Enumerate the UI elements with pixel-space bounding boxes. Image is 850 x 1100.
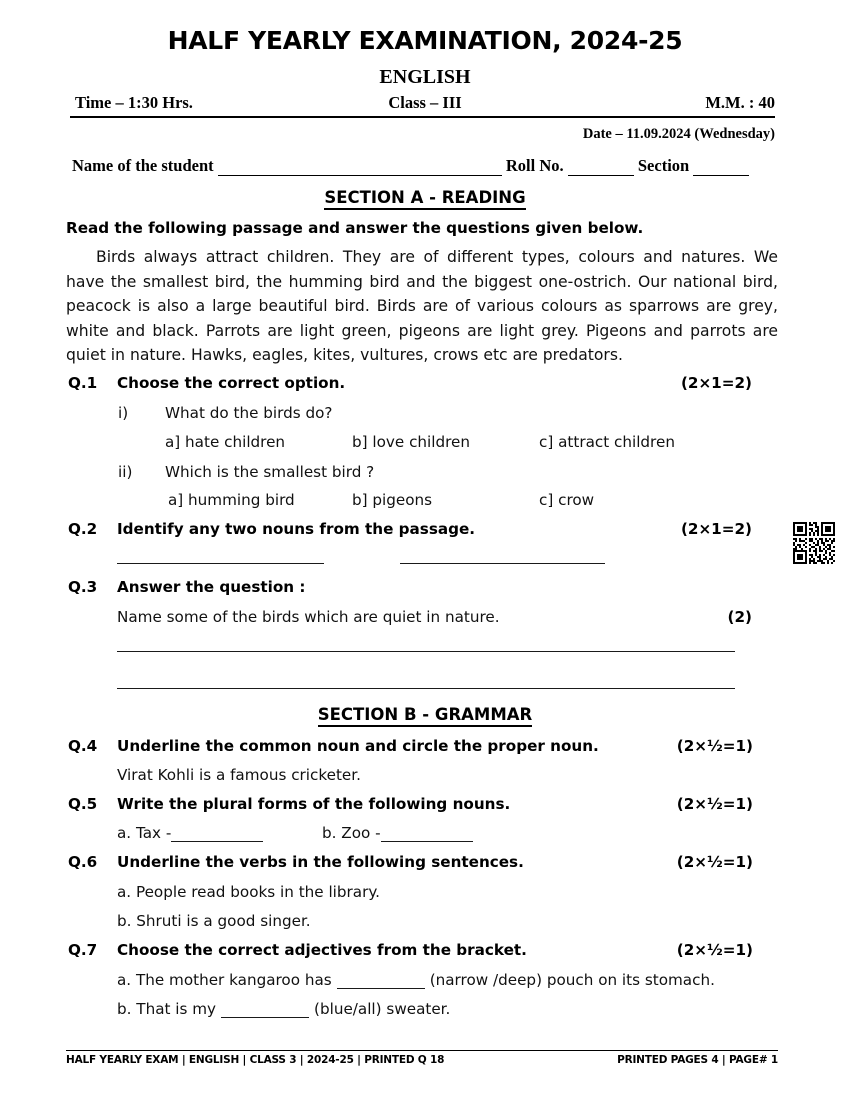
footer-divider bbox=[66, 1050, 778, 1051]
question-5-item-b-label: b. Zoo - bbox=[322, 824, 381, 842]
roll-no-label: Roll No. bbox=[505, 156, 564, 175]
student-name-field[interactable] bbox=[218, 160, 502, 176]
question-4-number: Q.4 bbox=[68, 737, 98, 755]
exam-meta-row bbox=[75, 93, 775, 113]
exam-time: Time – 1:30 Hrs. bbox=[75, 93, 193, 112]
qr-code bbox=[793, 522, 835, 564]
header-divider bbox=[70, 116, 775, 118]
subject-title: ENGLISH bbox=[379, 66, 471, 88]
question-3-marks: (2) bbox=[727, 608, 752, 626]
question-3-answer-blank-2[interactable] bbox=[117, 688, 735, 689]
question-1-marks: (2×1=2) bbox=[680, 374, 752, 392]
exam-class: Class – III bbox=[388, 93, 462, 112]
question-5-item-b bbox=[322, 824, 473, 842]
question-3-text: Answer the question : bbox=[117, 578, 306, 596]
question-7-number: Q.7 bbox=[68, 941, 98, 959]
question-4-text: Underline the common noun and circle the proper noun. bbox=[117, 737, 599, 755]
question-1-item-ii-option-b[interactable]: b] pigeons bbox=[352, 491, 433, 509]
question-7-item-b-blank[interactable] bbox=[221, 1003, 309, 1018]
reading-passage: Birds always attract children. They are of different types, colours and natures. We have the smallest bird, the humming bird and the biggest one-ostrich. Our national bird, peacock is also a large beautiful bird. Birds are of various colours as sparrows are grey, white and black. Parrots are light green, pigeons are light grey. Pigeons and parrots are quiet in nature. Hawks, eagles, kites, vultures, crows etc are predators. bbox=[66, 248, 778, 365]
question-7-text: Choose the correct adjectives from the bracket. bbox=[117, 941, 527, 959]
question-1-item-i-option-a[interactable]: a] hate children bbox=[165, 433, 286, 451]
question-1-item-i-label: i) bbox=[118, 404, 129, 422]
question-2-answer-blank-1[interactable] bbox=[117, 563, 324, 564]
question-1-item-ii-option-a[interactable]: a] humming bird bbox=[168, 491, 295, 509]
question-4-marks: (2×½=1) bbox=[676, 737, 753, 755]
exam-date: Date – 11.09.2024 (Wednesday) bbox=[582, 126, 775, 142]
question-5-item-a-label: a. Tax - bbox=[117, 824, 172, 842]
question-6-item-b: b. Shruti is a good singer. bbox=[117, 912, 311, 930]
footer-left-text: HALF YEARLY EXAM | ENGLISH | CLASS 3 | 2024-25 | PRINTED Q 18 bbox=[66, 1054, 445, 1066]
question-6-text: Underline the verbs in the following sentences. bbox=[117, 853, 524, 871]
question-6-marks: (2×½=1) bbox=[676, 853, 753, 871]
question-3-sub-question: Name some of the birds which are quiet in nature. bbox=[117, 608, 500, 626]
question-5-item-b-blank[interactable] bbox=[381, 827, 473, 842]
question-7-item-a-suffix: (narrow /deep) pouch on its stomach. bbox=[429, 971, 715, 989]
question-7-marks: (2×½=1) bbox=[676, 941, 753, 959]
exam-max-marks: M.M. : 40 bbox=[705, 93, 775, 112]
exam-title: HALF YEARLY EXAMINATION, 2024-25 bbox=[167, 26, 683, 55]
question-1-item-ii-label: ii) bbox=[118, 463, 133, 481]
question-5-item-a-blank[interactable] bbox=[171, 827, 263, 842]
question-3-answer-blank-1[interactable] bbox=[117, 651, 735, 652]
question-1-item-i-option-b[interactable]: b] love children bbox=[352, 433, 470, 451]
question-1-item-i-option-c[interactable]: c] attract children bbox=[539, 433, 675, 451]
question-6-number: Q.6 bbox=[68, 853, 98, 871]
question-7-item-a bbox=[117, 971, 715, 989]
question-2-number: Q.2 bbox=[68, 520, 98, 538]
section-a-heading: SECTION A - READING bbox=[0, 188, 850, 207]
question-3-number: Q.3 bbox=[68, 578, 98, 596]
question-1-number: Q.1 bbox=[68, 374, 98, 392]
question-5-marks: (2×½=1) bbox=[676, 795, 753, 813]
footer-right-text: PRINTED PAGES 4 | PAGE# 1 bbox=[617, 1054, 778, 1066]
roll-no-field[interactable] bbox=[568, 160, 634, 176]
question-2-marks: (2×1=2) bbox=[680, 520, 752, 538]
name-of-student-label: Name of the student bbox=[72, 156, 214, 175]
question-6-item-a: a. People read books in the library. bbox=[117, 883, 380, 901]
section-field[interactable] bbox=[693, 160, 749, 176]
question-5-text: Write the plural forms of the following nouns. bbox=[117, 795, 511, 813]
question-5-item-a bbox=[117, 824, 263, 842]
section-label: Section bbox=[637, 156, 690, 175]
question-1-text: Choose the correct option. bbox=[117, 374, 346, 392]
question-7-item-a-blank[interactable] bbox=[337, 974, 425, 989]
question-1-item-ii-option-c[interactable]: c] crow bbox=[539, 491, 595, 509]
question-2-text: Identify any two nouns from the passage. bbox=[117, 520, 476, 538]
question-5-number: Q.5 bbox=[68, 795, 98, 813]
student-info-row bbox=[72, 156, 778, 178]
question-7-item-b-suffix: (blue/all) sweater. bbox=[314, 1000, 451, 1018]
section-b-heading: SECTION B - GRAMMAR bbox=[0, 705, 850, 724]
question-7-item-b-prefix: b. That is my bbox=[117, 1000, 217, 1018]
question-4-sentence: Virat Kohli is a famous cricketer. bbox=[117, 766, 361, 784]
question-1-item-i-text: What do the birds do? bbox=[165, 404, 333, 422]
question-7-item-b bbox=[117, 1000, 450, 1018]
question-7-item-a-prefix: a. The mother kangaroo has bbox=[117, 971, 332, 989]
page-footer bbox=[66, 1054, 778, 1070]
question-2-answer-blank-2[interactable] bbox=[400, 563, 605, 564]
question-1-item-ii-text: Which is the smallest bird ? bbox=[165, 463, 375, 481]
reading-instruction: Read the following passage and answer the questions given below. bbox=[66, 219, 644, 237]
